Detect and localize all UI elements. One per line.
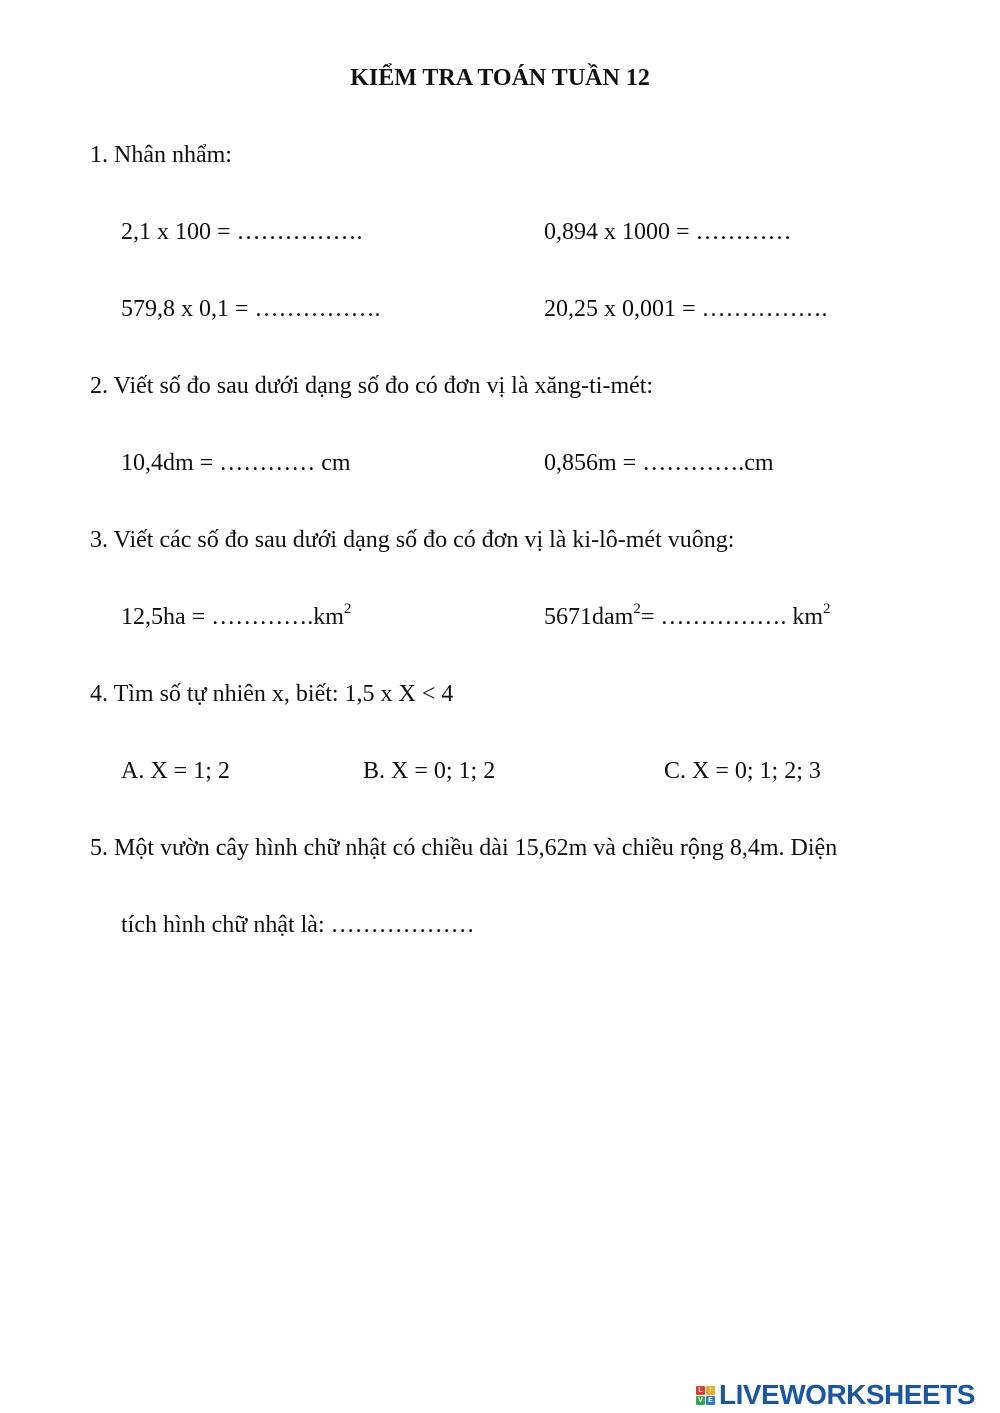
- logo-text: LIVEWORKSHEETS: [719, 1379, 975, 1410]
- question-3-item-b: [544, 601, 831, 630]
- logo-mark-letter: I: [706, 1386, 715, 1395]
- page-title: KIỂM TRA TOÁN TUẦN 12: [350, 65, 650, 91]
- question-3-item-a: [121, 601, 352, 630]
- question-2-item-b: 0,856m = ………….cm: [544, 450, 774, 476]
- question-5-line-2: tích hình chữ nhật là: ………………: [121, 912, 475, 938]
- superscript: 2: [343, 601, 352, 617]
- question-4-option-c[interactable]: C. X = 0; 1; 2; 3: [664, 758, 821, 784]
- logo-mark-letter: V: [696, 1396, 705, 1405]
- question-5-line-1: 5. Một vườn cây hình chữ nhật có chiều dài 15,62m và chiều rộng 8,4m. Diện: [90, 835, 838, 861]
- question-3-item-a-text: 12,5ha = ………….km: [121, 604, 344, 630]
- question-3-label: 3. Viết các số đo sau dưới dạng số đo có đơn vị là ki-lô-mét vuông:: [90, 527, 735, 553]
- question-1-item-d: 20,25 x 0,001 = …………….: [544, 296, 828, 322]
- question-3-item-b-post: = ……………. km: [640, 604, 824, 630]
- liveworksheets-logo: [696, 1380, 975, 1410]
- question-4-option-b[interactable]: B. X = 0; 1; 2: [363, 758, 496, 784]
- question-4-option-a[interactable]: A. X = 1; 2: [121, 758, 230, 784]
- question-1-label: 1. Nhân nhẩm:: [90, 142, 232, 168]
- question-1-item-b: 0,894 x 1000 = …………: [544, 219, 792, 245]
- question-3-item-b-pre: 5671dam: [544, 604, 634, 630]
- logo-mark-letter: E: [706, 1396, 715, 1405]
- question-1-item-c: 579,8 x 0,1 = …………….: [121, 296, 381, 322]
- question-2-label: 2. Viết số đo sau dưới dạng số đo có đơn vị là xăng-ti-mét:: [90, 373, 654, 399]
- logo-mark-letter: L: [696, 1386, 705, 1395]
- question-1-item-a: 2,1 x 100 = …………….: [121, 219, 363, 245]
- question-4-label: 4. Tìm số tự nhiên x, biết: 1,5 x X < 4: [90, 681, 454, 707]
- logo-mark-icon: [696, 1386, 715, 1405]
- superscript: 2: [823, 601, 831, 617]
- question-2-item-a: 10,4dm = ………… cm: [121, 450, 351, 476]
- superscript: 2: [633, 601, 641, 617]
